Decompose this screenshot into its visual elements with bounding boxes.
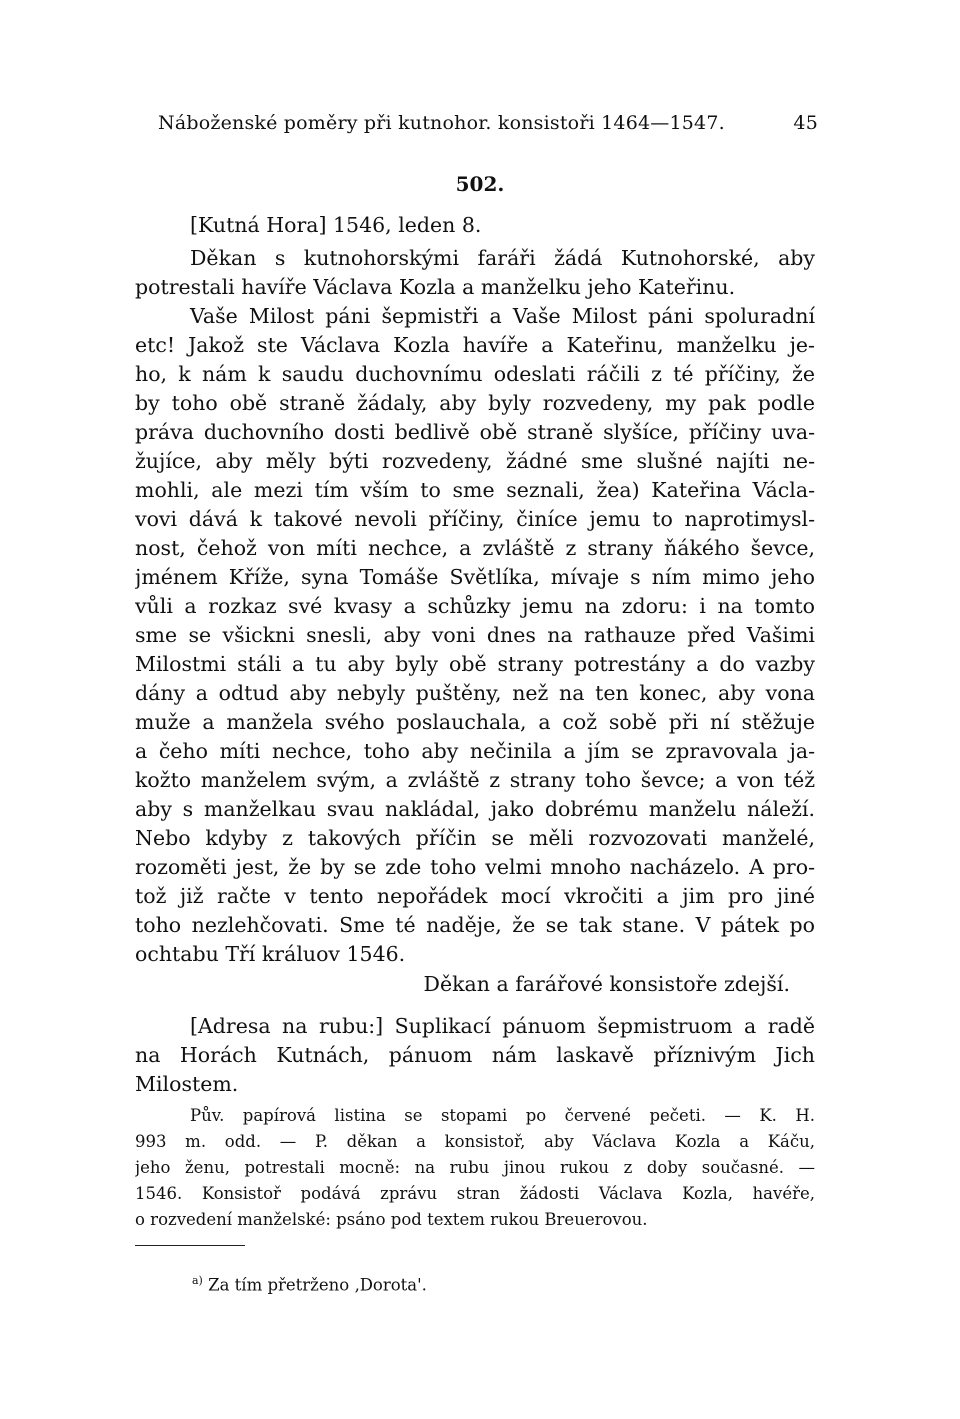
dateline-block	[135, 211, 815, 240]
body-line: a čeho míti nechce, toho aby nečinila a jím se zpravovala ja-	[135, 739, 815, 763]
note-line: o rozvedení manželské: psáno pod textem rukou Breuerovou.	[135, 1210, 648, 1229]
body-line: Milostmi stáli a tu aby byly obě strany potrestány a do vazby	[135, 652, 815, 676]
dateline: [Kutná Hora] 1546, leden 8.	[190, 213, 482, 237]
address-line: [Adresa na rubu:] Suplikací pánuom šepmistruom a radě	[190, 1014, 815, 1038]
body-line: toho nezlehčovati. Sme té naděje, že se tak stane. V pátek po	[135, 913, 815, 937]
body-line: ho, k nám k saudu duchovnímu odeslati ráčili z té příčiny, že	[135, 362, 815, 386]
footnote-mark: a)	[192, 1274, 203, 1287]
page-number: 45	[793, 112, 818, 134]
footnote-text: Za tím přetrženo ‚Dorota'.	[208, 1275, 427, 1295]
document-number: 502.	[455, 172, 505, 196]
body-line: kožto manželem svým, a zvláště z strany toho ševce; a von též	[135, 768, 815, 792]
body-line: ochtabu Tří králuov 1546.	[135, 942, 406, 966]
body-line: sme se všickni snesli, aby voni dnes na rathauze před Vašimi	[135, 623, 815, 647]
body-line: Vaše Milost páni šepmistři a Vaše Milost páni spoluradní	[190, 304, 815, 328]
running-title: Náboženské poměry při kutnohor. konsistoři 1464—1547.	[158, 112, 725, 134]
body-line: Nebo kdyby z takových příčin se měli rozvozovati manželé,	[135, 826, 815, 850]
note-line: 993 m. odd. — P. děkan a konsistoř, aby Václava Kozla a Káču,	[135, 1132, 815, 1151]
letter-body	[135, 302, 815, 969]
address-note	[135, 1012, 815, 1099]
footnote-divider	[135, 1245, 245, 1246]
body-line: mohli, ale mezi tím vším to sme seznali, žea) Kateřina Václa-	[135, 478, 815, 502]
regest-line: Děkan s kutnohorskými faráři žádá Kutnohorské, aby	[190, 246, 815, 270]
note-line: 1546. Konsistoř podává zprávu stran žádosti Václava Kozla, havéře,	[135, 1184, 815, 1203]
body-line: aby s manželkau svau nakládal, jako dobrému manželu náleží.	[135, 797, 815, 821]
note-line: jeho ženu, potrestali mocně: na rubu jinou rukou z doby současné. —	[135, 1158, 815, 1177]
body-line: muže a manžela svého poslauchala, a což sobě při ní stěžuje	[135, 710, 815, 734]
body-line: rozoměti jest, že by se zde toho velmi mnoho nacházelo. A pro-	[135, 855, 815, 879]
address-line: na Horách Kutnách, pánuom nám laskavě příznivým Jich	[135, 1043, 815, 1067]
body-line: vovi dává k takové nevoli příčiny, činíce jemu to naprotimysl-	[135, 507, 815, 531]
body-line: by toho obě straně žádaly, aby byly rozvedeny, my pak podle	[135, 391, 815, 415]
running-header	[158, 112, 818, 138]
footnote	[192, 1268, 427, 1299]
body-line: tož již račte v tento nepořádek mocí vkročiti a jim pro jiné	[135, 884, 815, 908]
body-line: vůli a rozkaz své kvasy a schůzky jemu na zdoru: i na tomto	[135, 594, 815, 618]
archival-notes	[135, 1103, 815, 1233]
body-line: jménem Kříže, syna Tomáše Světlíka, mívaje s ním mimo jeho	[135, 565, 815, 589]
body-line: nost, čehož von míti nechce, a zvláště z strany ňákého ševce,	[135, 536, 815, 560]
address-line: Milostem.	[135, 1072, 239, 1096]
regest	[135, 244, 815, 302]
signature: Děkan a farářové konsistoře zdejší.	[423, 972, 790, 996]
body-line: žujíce, aby měly býti rozvedeny, žádné sme slušné najíti ne-	[135, 449, 815, 473]
body-line: práva duchovního dosti bedlivě obě straně slyšíce, příčiny uva-	[135, 420, 815, 444]
body-line: etc! Jakož ste Václava Kozla havíře a Kateřinu, manželku je-	[135, 333, 815, 357]
note-line: Pův. papírová listina se stopami po červené pečeti. — K. H.	[190, 1106, 815, 1125]
body-line: dány a odtud aby nebyly puštěny, než na ten konec, aby vona	[135, 681, 815, 705]
regest-line: potrestali havíře Václava Kozla a manželku jeho Kateřinu.	[135, 275, 736, 299]
